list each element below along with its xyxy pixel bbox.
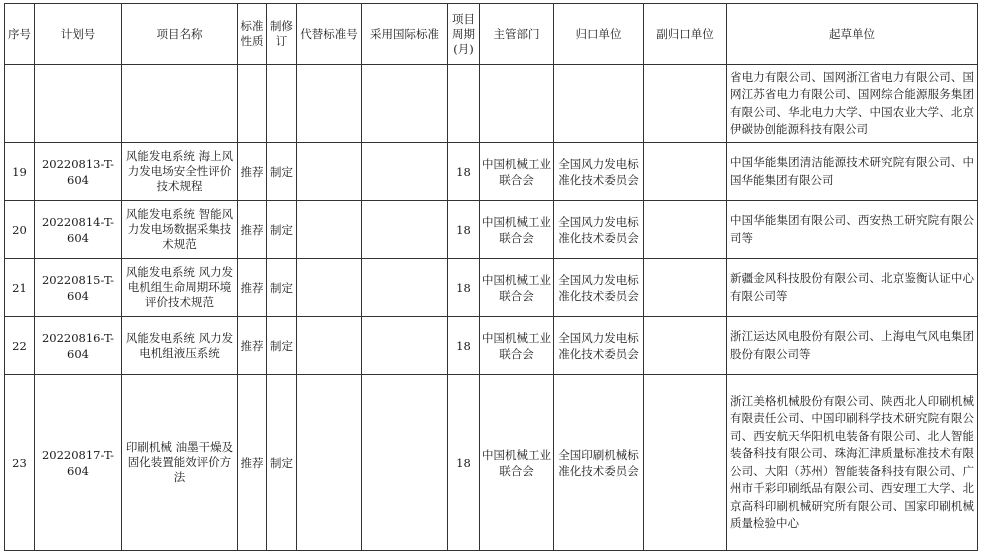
cell-nature: 推荐 <box>238 143 267 201</box>
cell-unit: 全国风力发电标准化技术委员会 <box>554 259 644 317</box>
cell-drafter: 中国华能集团有限公司、西安热工研究院有限公司等 <box>727 201 978 259</box>
header-revision-type: 制修订 <box>267 4 297 65</box>
cell-name <box>122 65 238 143</box>
cell-name: 风能发电系统 风力发电机组液压系统 <box>122 317 238 375</box>
cell-replace <box>297 201 362 259</box>
table-row-continuation <box>5 65 978 143</box>
cell-subunit <box>644 375 727 551</box>
cell-name: 印刷机械 油墨干燥及固化装置能效评价方法 <box>122 375 238 551</box>
cell-name: 风能发电系统 风力发电机组生命周期环境评价技术规范 <box>122 259 238 317</box>
cell-nature: 推荐 <box>238 375 267 551</box>
header-deputy-unit: 副归口单位 <box>644 4 727 65</box>
cell-plan: 20220817-T-604 <box>35 375 122 551</box>
table-row <box>5 201 978 259</box>
table-row <box>5 259 978 317</box>
cell-intl <box>362 259 448 317</box>
cell-subunit <box>644 201 727 259</box>
cell-dept: 中国机械工业联合会 <box>480 259 554 317</box>
cell-replace <box>297 259 362 317</box>
cell-seq: 22 <box>5 317 35 375</box>
cell-period: 18 <box>448 201 480 259</box>
cell-intl <box>362 375 448 551</box>
standards-plan-table <box>4 3 978 551</box>
cell-intl <box>362 143 448 201</box>
cell-seq: 21 <box>5 259 35 317</box>
cell-unit: 全国风力发电标准化技术委员会 <box>554 143 644 201</box>
header-project-period: 项目周期(月) <box>448 4 480 65</box>
table-row <box>5 143 978 201</box>
cell-replace <box>297 375 362 551</box>
cell-dept: 中国机械工业联合会 <box>480 143 554 201</box>
cell-replace <box>297 317 362 375</box>
cell-seq: 19 <box>5 143 35 201</box>
cell-plan: 20220816-T-604 <box>35 317 122 375</box>
cell-dept: 中国机械工业联合会 <box>480 375 554 551</box>
header-project-name: 项目名称 <box>122 4 238 65</box>
cell-nature <box>238 65 267 143</box>
cell-period: 18 <box>448 375 480 551</box>
cell-subunit <box>644 317 727 375</box>
cell-revision: 制定 <box>267 143 297 201</box>
cell-name: 风能发电系统 智能风力发电场数据采集技术规范 <box>122 201 238 259</box>
cell-seq: 23 <box>5 375 35 551</box>
header-competent-department: 主管部门 <box>480 4 554 65</box>
cell-period: 18 <box>448 259 480 317</box>
cell-subunit <box>644 143 727 201</box>
cell-replace <box>297 143 362 201</box>
cell-plan <box>35 65 122 143</box>
cell-plan: 20220814-T-604 <box>35 201 122 259</box>
cell-drafter: 新疆金风科技股份有限公司、北京鉴衡认证中心有限公司等 <box>727 259 978 317</box>
cell-dept <box>480 65 554 143</box>
cell-nature: 推荐 <box>238 259 267 317</box>
cell-drafter: 中国华能集团清洁能源技术研究院有限公司、中国华能集团有限公司 <box>727 143 978 201</box>
cell-subunit <box>644 259 727 317</box>
cell-period: 18 <box>448 143 480 201</box>
cell-plan: 20220815-T-604 <box>35 259 122 317</box>
header-replaced-standard: 代替标准号 <box>297 4 362 65</box>
cell-revision <box>267 65 297 143</box>
header-plan-number: 计划号 <box>35 4 122 65</box>
cell-nature: 推荐 <box>238 201 267 259</box>
cell-intl <box>362 317 448 375</box>
cell-unit <box>554 65 644 143</box>
cell-drafter: 浙江运达风电股份有限公司、上海电气风电集团股份有限公司等 <box>727 317 978 375</box>
header-row <box>5 4 978 65</box>
header-seq: 序号 <box>5 4 35 65</box>
cell-nature: 推荐 <box>238 317 267 375</box>
cell-period: 18 <box>448 317 480 375</box>
cell-unit: 全国风力发电标准化技术委员会 <box>554 201 644 259</box>
cell-intl <box>362 65 448 143</box>
cell-name: 风能发电系统 海上风力发电场安全性评价技术规程 <box>122 143 238 201</box>
cell-intl <box>362 201 448 259</box>
cell-unit: 全国印刷机械标准化技术委员会 <box>554 375 644 551</box>
cell-plan: 20220813-T-604 <box>35 143 122 201</box>
cell-period <box>448 65 480 143</box>
cell-dept: 中国机械工业联合会 <box>480 317 554 375</box>
cell-unit: 全国风力发电标准化技术委员会 <box>554 317 644 375</box>
header-drafting-units: 起草单位 <box>727 4 978 65</box>
cell-replace <box>297 65 362 143</box>
cell-revision: 制定 <box>267 317 297 375</box>
header-international-standard: 采用国际标准 <box>362 4 448 65</box>
cell-revision: 制定 <box>267 375 297 551</box>
cell-revision: 制定 <box>267 201 297 259</box>
cell-seq: 20 <box>5 201 35 259</box>
cell-revision: 制定 <box>267 259 297 317</box>
cell-drafter: 浙江美格机械股份有限公司、陕西北人印刷机械有限责任公司、中国印刷科学技术研究院有限公司、西安航天华阳机电装备有限公司、北人智能装备科技有限公司、珠海汇津质量标准技术有限公司、大阳（苏州）智能装备科技有限公司、广州市千彩印刷纸品有限公司、西安理工大学、北京高科印刷机械研究所有限公司、国家印刷机械质量检验中心 <box>727 375 978 551</box>
cell-subunit <box>644 65 727 143</box>
table-row <box>5 317 978 375</box>
header-responsible-unit: 归口单位 <box>554 4 644 65</box>
header-standard-nature: 标准性质 <box>238 4 267 65</box>
cell-dept: 中国机械工业联合会 <box>480 201 554 259</box>
cell-seq <box>5 65 35 143</box>
table-row <box>5 375 978 551</box>
cell-drafter: 省电力有限公司、国网浙江省电力有限公司、国网江苏省电力有限公司、国网综合能源服务集团有限公司、华北电力大学、中国农业大学、北京伊碳协创能源科技有限公司 <box>727 65 978 143</box>
